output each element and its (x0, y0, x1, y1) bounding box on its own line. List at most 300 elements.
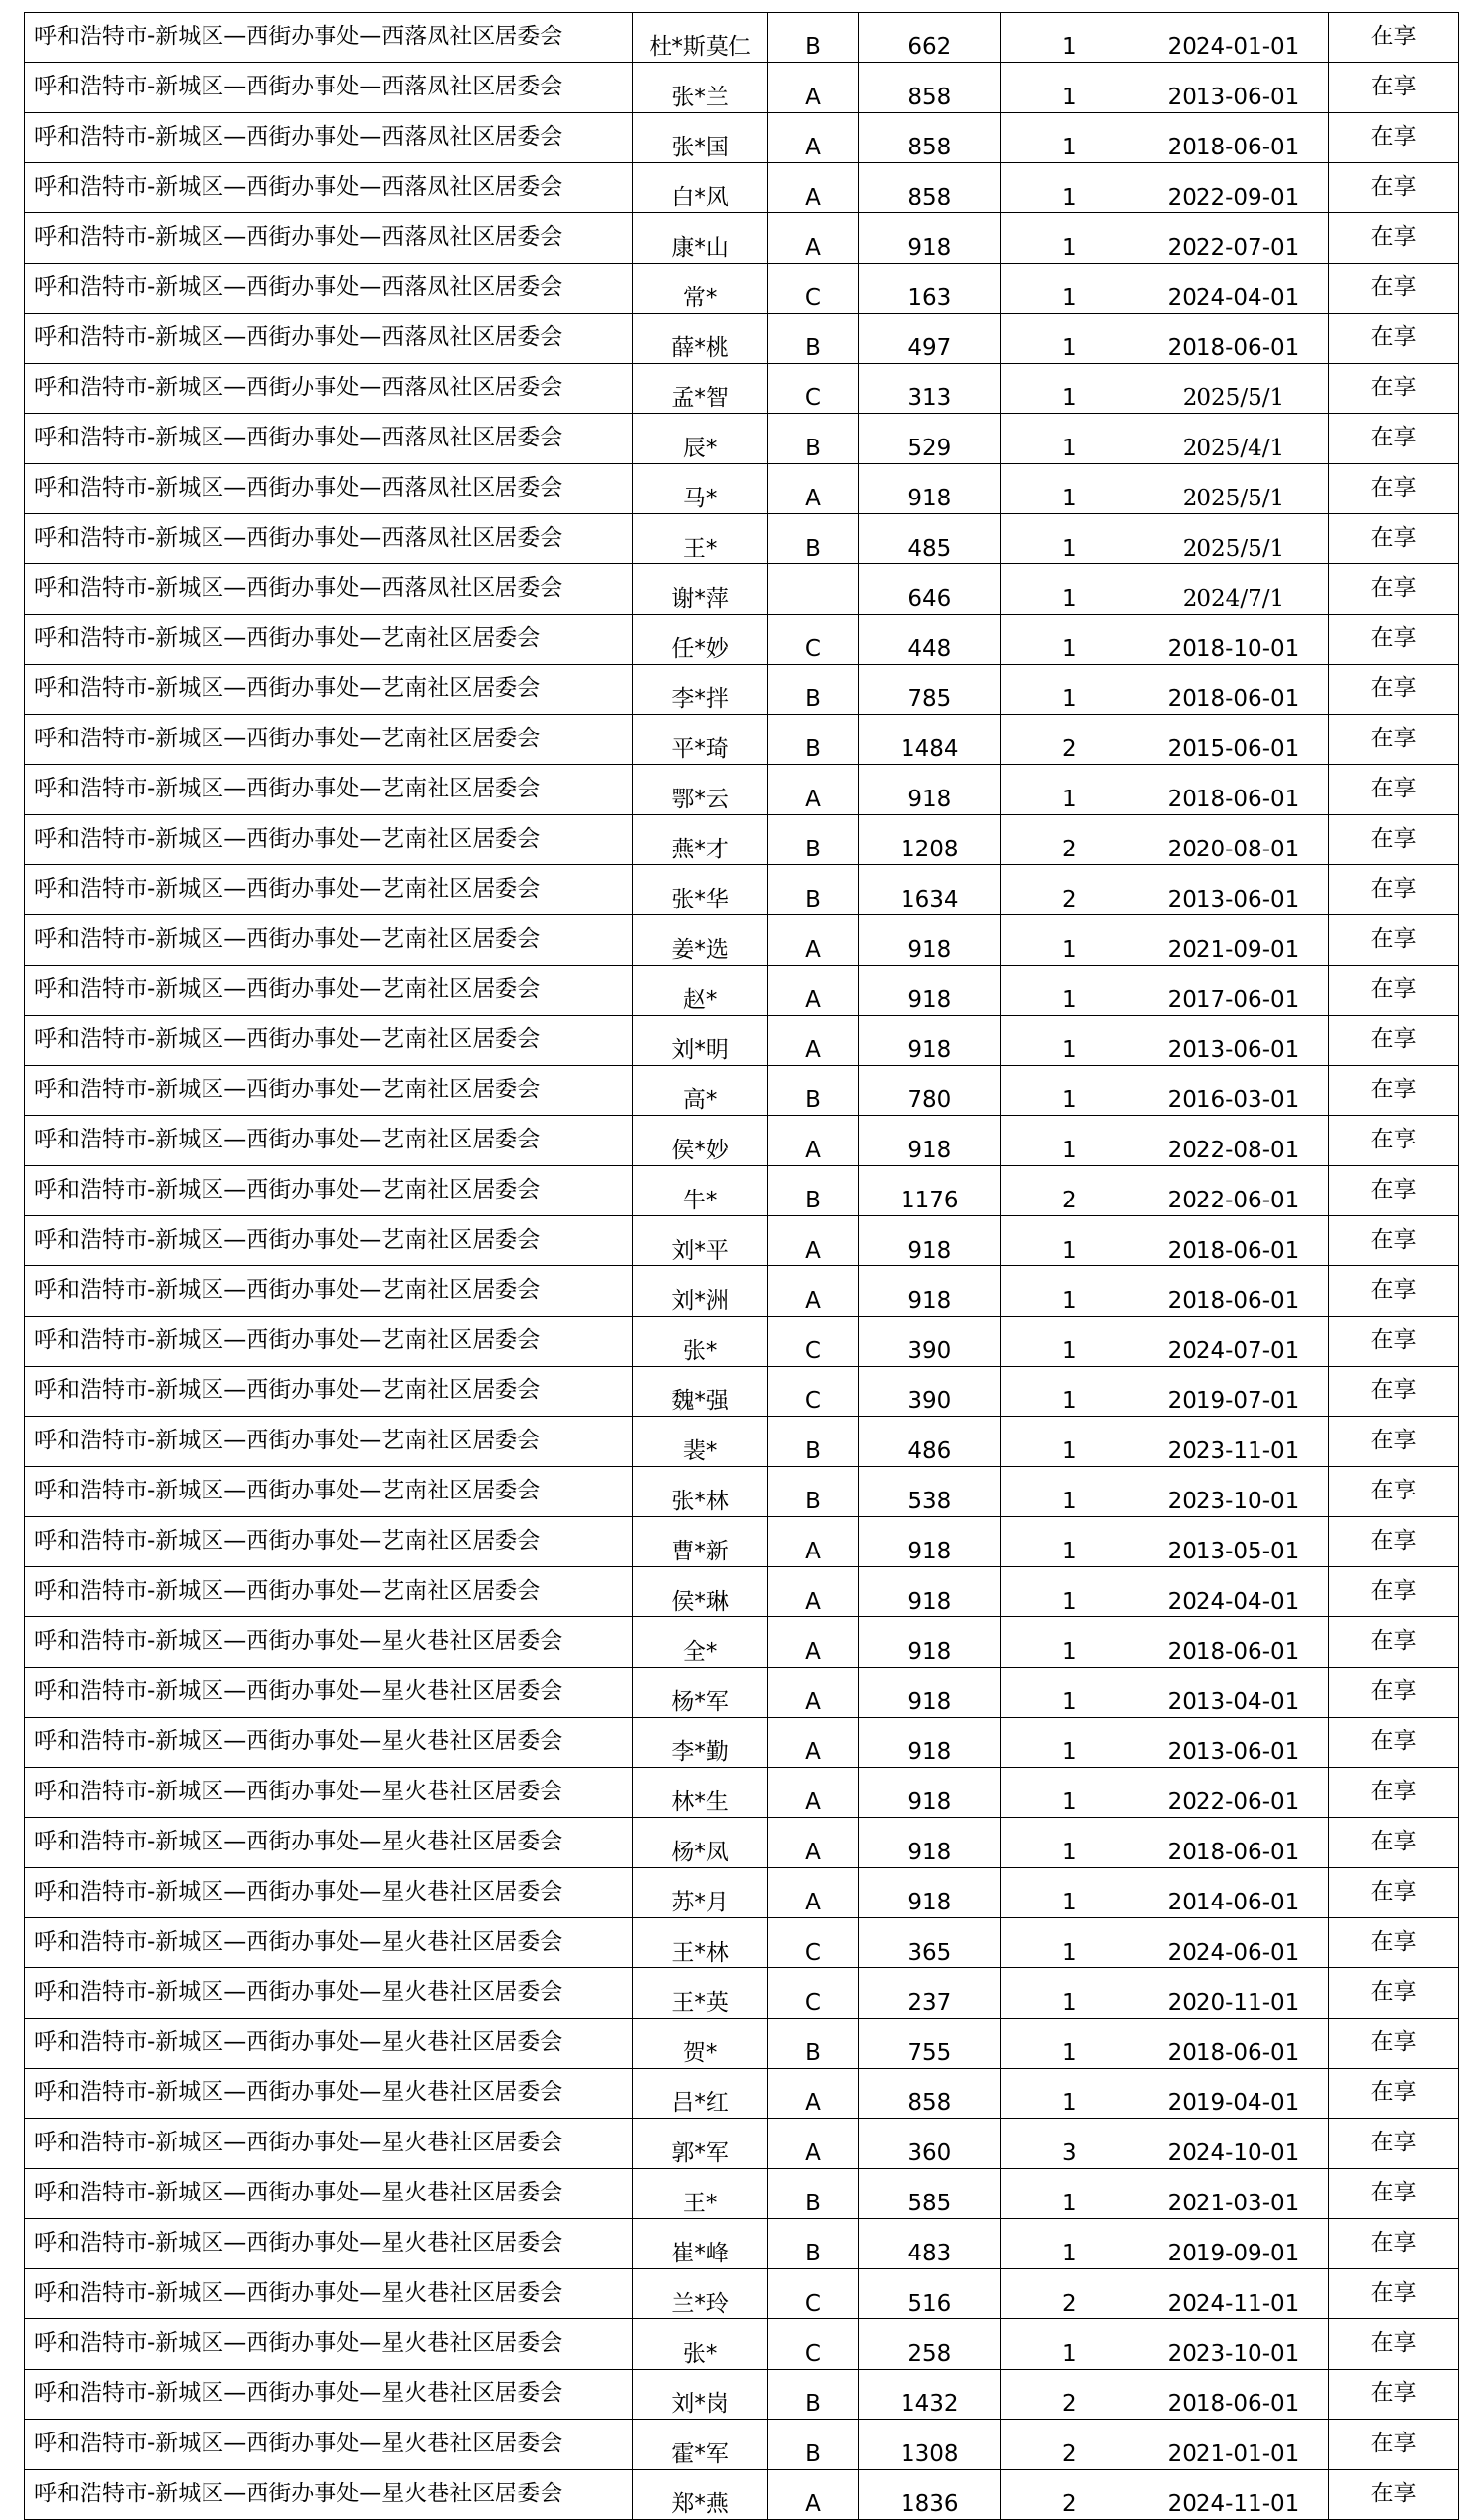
start-date-cell: 2024-11-01 (1138, 2269, 1328, 2319)
name-cell: 侯*琳 (633, 1567, 768, 1617)
start-date-cell: 2014-06-01 (1138, 1868, 1328, 1918)
location-cell: 呼和浩特市-新城区—西街办事处—星火巷社区居委会 (25, 2420, 633, 2470)
start-date-cell: 2025/5/1 (1138, 464, 1328, 514)
status-cell: 在享 (1329, 1567, 1459, 1617)
count-cell: 1 (1000, 1016, 1138, 1066)
name-cell: 兰*玲 (633, 2269, 768, 2319)
amount-cell: 1308 (858, 2420, 1000, 2470)
amount-cell: 516 (858, 2269, 1000, 2319)
status-cell: 在享 (1329, 815, 1459, 865)
count-cell: 2 (1000, 2370, 1138, 2420)
name-cell: 张*国 (633, 113, 768, 163)
location-cell: 呼和浩特市-新城区—西街办事处—星火巷社区居委会 (25, 2069, 633, 2119)
amount-cell: 1208 (858, 815, 1000, 865)
name-cell: 张*华 (633, 865, 768, 915)
amount-cell: 918 (858, 1718, 1000, 1768)
start-date-cell: 2013-06-01 (1138, 1016, 1328, 1066)
table-row (25, 1567, 1459, 1617)
location-cell: 呼和浩特市-新城区—西街办事处—艺南社区居委会 (25, 765, 633, 815)
status-cell: 在享 (1329, 464, 1459, 514)
amount-cell: 163 (858, 264, 1000, 314)
table-row (25, 966, 1459, 1016)
location-cell: 呼和浩特市-新城区—西街办事处—西落凤社区居委会 (25, 264, 633, 314)
name-cell: 孟*智 (633, 364, 768, 414)
location-cell: 呼和浩特市-新城区—西街办事处—艺南社区居委会 (25, 1116, 633, 1166)
count-cell: 1 (1000, 966, 1138, 1016)
status-cell: 在享 (1329, 314, 1459, 364)
table-row (25, 1266, 1459, 1317)
table-row (25, 264, 1459, 314)
name-cell: 薛*桃 (633, 314, 768, 364)
table-row (25, 163, 1459, 213)
start-date-cell: 2021-09-01 (1138, 915, 1328, 966)
start-date-cell: 2017-06-01 (1138, 966, 1328, 1016)
amount-cell: 918 (858, 213, 1000, 264)
level-cell (768, 564, 859, 615)
amount-cell: 918 (858, 1768, 1000, 1818)
level-cell: B (768, 2019, 859, 2069)
status-cell: 在享 (1329, 765, 1459, 815)
name-cell: 李*勤 (633, 1718, 768, 1768)
amount-cell: 390 (858, 1367, 1000, 1417)
location-cell: 呼和浩特市-新城区—西街办事处—星火巷社区居委会 (25, 1918, 633, 1968)
table-row (25, 1116, 1459, 1166)
count-cell: 1 (1000, 1968, 1138, 2019)
start-date-cell: 2020-11-01 (1138, 1968, 1328, 2019)
status-cell: 在享 (1329, 1367, 1459, 1417)
level-cell: B (768, 2370, 859, 2420)
start-date-cell: 2022-08-01 (1138, 1116, 1328, 1166)
table-row (25, 2370, 1459, 2420)
table-row (25, 414, 1459, 464)
count-cell: 1 (1000, 2219, 1138, 2269)
name-cell: 杜*斯莫仁 (633, 13, 768, 63)
location-cell: 呼和浩特市-新城区—西街办事处—星火巷社区居委会 (25, 2269, 633, 2319)
level-cell: C (768, 364, 859, 414)
name-cell: 燕*才 (633, 815, 768, 865)
status-cell: 在享 (1329, 1467, 1459, 1517)
start-date-cell: 2024-04-01 (1138, 264, 1328, 314)
table-row (25, 2319, 1459, 2370)
level-cell: A (768, 2119, 859, 2169)
table-row (25, 113, 1459, 163)
start-date-cell: 2023-10-01 (1138, 2319, 1328, 2370)
amount-cell: 529 (858, 414, 1000, 464)
amount-cell: 1176 (858, 1166, 1000, 1216)
level-cell: A (768, 63, 859, 113)
status-cell: 在享 (1329, 1116, 1459, 1166)
start-date-cell: 2018-06-01 (1138, 113, 1328, 163)
start-date-cell: 2023-11-01 (1138, 1417, 1328, 1467)
table-row (25, 2470, 1459, 2520)
status-cell: 在享 (1329, 63, 1459, 113)
table-row (25, 1066, 1459, 1116)
level-cell: A (768, 1216, 859, 1266)
count-cell: 1 (1000, 63, 1138, 113)
level-cell: B (768, 414, 859, 464)
count-cell: 2 (1000, 2420, 1138, 2470)
count-cell: 1 (1000, 1116, 1138, 1166)
amount-cell: 918 (858, 1567, 1000, 1617)
count-cell: 1 (1000, 1617, 1138, 1668)
count-cell: 1 (1000, 1417, 1138, 1467)
name-cell: 高* (633, 1066, 768, 1116)
level-cell: C (768, 1918, 859, 1968)
start-date-cell: 2024-07-01 (1138, 1317, 1328, 1367)
name-cell: 王* (633, 514, 768, 564)
start-date-cell: 2013-06-01 (1138, 1718, 1328, 1768)
table-row (25, 1517, 1459, 1567)
status-cell: 在享 (1329, 1918, 1459, 1968)
status-cell: 在享 (1329, 13, 1459, 63)
name-cell: 辰* (633, 414, 768, 464)
amount-cell: 313 (858, 364, 1000, 414)
location-cell: 呼和浩特市-新城区—西街办事处—艺南社区居委会 (25, 1216, 633, 1266)
amount-cell: 858 (858, 2069, 1000, 2119)
amount-cell: 483 (858, 2219, 1000, 2269)
level-cell: A (768, 1818, 859, 1868)
status-cell: 在享 (1329, 1016, 1459, 1066)
name-cell: 张* (633, 2319, 768, 2370)
start-date-cell: 2025/5/1 (1138, 514, 1328, 564)
level-cell: A (768, 1517, 859, 1567)
amount-cell: 360 (858, 2119, 1000, 2169)
location-cell: 呼和浩特市-新城区—西街办事处—西落凤社区居委会 (25, 63, 633, 113)
level-cell: A (768, 1116, 859, 1166)
amount-cell: 858 (858, 113, 1000, 163)
count-cell: 1 (1000, 1718, 1138, 1768)
start-date-cell: 2018-10-01 (1138, 615, 1328, 665)
location-cell: 呼和浩特市-新城区—西街办事处—星火巷社区居委会 (25, 2319, 633, 2370)
start-date-cell: 2024-10-01 (1138, 2119, 1328, 2169)
table-row (25, 314, 1459, 364)
level-cell: A (768, 163, 859, 213)
status-cell: 在享 (1329, 564, 1459, 615)
status-cell: 在享 (1329, 1317, 1459, 1367)
start-date-cell: 2024-04-01 (1138, 1567, 1328, 1617)
assistance-roster-table (24, 12, 1459, 2520)
start-date-cell: 2015-06-01 (1138, 715, 1328, 765)
name-cell: 赵* (633, 966, 768, 1016)
status-cell: 在享 (1329, 1066, 1459, 1116)
start-date-cell: 2025/5/1 (1138, 364, 1328, 414)
status-cell: 在享 (1329, 2069, 1459, 2119)
amount-cell: 918 (858, 765, 1000, 815)
count-cell: 1 (1000, 615, 1138, 665)
level-cell: A (768, 113, 859, 163)
start-date-cell: 2021-03-01 (1138, 2169, 1328, 2219)
count-cell: 1 (1000, 665, 1138, 715)
location-cell: 呼和浩特市-新城区—西街办事处—西落凤社区居委会 (25, 514, 633, 564)
name-cell: 白*风 (633, 163, 768, 213)
count-cell: 1 (1000, 1517, 1138, 1567)
location-cell: 呼和浩特市-新城区—西街办事处—艺南社区居委会 (25, 1517, 633, 1567)
name-cell: 刘*岗 (633, 2370, 768, 2420)
status-cell: 在享 (1329, 2169, 1459, 2219)
location-cell: 呼和浩特市-新城区—西街办事处—星火巷社区居委会 (25, 2169, 633, 2219)
location-cell: 呼和浩特市-新城区—西街办事处—艺南社区居委会 (25, 1166, 633, 1216)
name-cell: 刘*明 (633, 1016, 768, 1066)
count-cell: 2 (1000, 1166, 1138, 1216)
table-row (25, 1166, 1459, 1216)
count-cell: 1 (1000, 364, 1138, 414)
amount-cell: 497 (858, 314, 1000, 364)
level-cell: A (768, 1617, 859, 1668)
location-cell: 呼和浩特市-新城区—西街办事处—西落凤社区居委会 (25, 13, 633, 63)
status-cell: 在享 (1329, 615, 1459, 665)
level-cell: A (768, 1668, 859, 1718)
status-cell: 在享 (1329, 665, 1459, 715)
location-cell: 呼和浩特市-新城区—西街办事处—星火巷社区居委会 (25, 1617, 633, 1668)
amount-cell: 918 (858, 1617, 1000, 1668)
count-cell: 1 (1000, 915, 1138, 966)
amount-cell: 1634 (858, 865, 1000, 915)
status-cell: 在享 (1329, 1768, 1459, 1818)
count-cell: 1 (1000, 2319, 1138, 2370)
start-date-cell: 2022-07-01 (1138, 213, 1328, 264)
name-cell: 郑*燕 (633, 2470, 768, 2520)
name-cell: 王*林 (633, 1918, 768, 1968)
table-row (25, 1968, 1459, 2019)
count-cell: 1 (1000, 765, 1138, 815)
name-cell: 全* (633, 1617, 768, 1668)
location-cell: 呼和浩特市-新城区—西街办事处—艺南社区居委会 (25, 1367, 633, 1417)
table-row (25, 665, 1459, 715)
name-cell: 刘*洲 (633, 1266, 768, 1317)
count-cell: 1 (1000, 1066, 1138, 1116)
table-row (25, 2019, 1459, 2069)
status-cell: 在享 (1329, 1517, 1459, 1567)
start-date-cell: 2022-09-01 (1138, 163, 1328, 213)
start-date-cell: 2024-06-01 (1138, 1918, 1328, 1968)
table-body (25, 13, 1459, 2520)
status-cell: 在享 (1329, 264, 1459, 314)
name-cell: 刘*平 (633, 1216, 768, 1266)
name-cell: 裴* (633, 1417, 768, 1467)
status-cell: 在享 (1329, 2420, 1459, 2470)
amount-cell: 918 (858, 1868, 1000, 1918)
location-cell: 呼和浩特市-新城区—西街办事处—艺南社区居委会 (25, 1016, 633, 1066)
status-cell: 在享 (1329, 1417, 1459, 1467)
amount-cell: 485 (858, 514, 1000, 564)
level-cell: A (768, 2069, 859, 2119)
start-date-cell: 2021-01-01 (1138, 2420, 1328, 2470)
location-cell: 呼和浩特市-新城区—西街办事处—西落凤社区居委会 (25, 464, 633, 514)
start-date-cell: 2023-10-01 (1138, 1467, 1328, 1517)
table-row (25, 364, 1459, 414)
start-date-cell: 2025/4/1 (1138, 414, 1328, 464)
amount-cell: 448 (858, 615, 1000, 665)
start-date-cell: 2016-03-01 (1138, 1066, 1328, 1116)
status-cell: 在享 (1329, 2219, 1459, 2269)
status-cell: 在享 (1329, 1668, 1459, 1718)
name-cell: 崔*峰 (633, 2219, 768, 2269)
table-row (25, 1367, 1459, 1417)
location-cell: 呼和浩特市-新城区—西街办事处—星火巷社区居委会 (25, 1818, 633, 1868)
count-cell: 2 (1000, 2269, 1138, 2319)
name-cell: 姜*选 (633, 915, 768, 966)
amount-cell: 918 (858, 1668, 1000, 1718)
count-cell: 1 (1000, 1768, 1138, 1818)
level-cell: A (768, 915, 859, 966)
location-cell: 呼和浩特市-新城区—西街办事处—艺南社区居委会 (25, 1417, 633, 1467)
location-cell: 呼和浩特市-新城区—西街办事处—星火巷社区居委会 (25, 1718, 633, 1768)
count-cell: 1 (1000, 314, 1138, 364)
table-row (25, 213, 1459, 264)
table-row (25, 1216, 1459, 1266)
location-cell: 呼和浩特市-新城区—西街办事处—艺南社区居委会 (25, 1317, 633, 1367)
table-row (25, 815, 1459, 865)
count-cell: 1 (1000, 1216, 1138, 1266)
status-cell: 在享 (1329, 1266, 1459, 1317)
amount-cell: 918 (858, 1517, 1000, 1567)
location-cell: 呼和浩特市-新城区—西街办事处—星火巷社区居委会 (25, 2370, 633, 2420)
count-cell: 3 (1000, 2119, 1138, 2169)
start-date-cell: 2024-11-01 (1138, 2470, 1328, 2520)
name-cell: 侯*妙 (633, 1116, 768, 1166)
amount-cell: 258 (858, 2319, 1000, 2370)
table-row (25, 765, 1459, 815)
level-cell: A (768, 464, 859, 514)
level-cell: A (768, 1718, 859, 1768)
location-cell: 呼和浩特市-新城区—西街办事处—艺南社区居委会 (25, 1467, 633, 1517)
table-row (25, 2219, 1459, 2269)
level-cell: A (768, 966, 859, 1016)
name-cell: 魏*强 (633, 1367, 768, 1417)
count-cell: 1 (1000, 1467, 1138, 1517)
table-row (25, 1918, 1459, 1968)
amount-cell: 858 (858, 63, 1000, 113)
status-cell: 在享 (1329, 514, 1459, 564)
table-row (25, 63, 1459, 113)
name-cell: 林*生 (633, 1768, 768, 1818)
count-cell: 1 (1000, 163, 1138, 213)
level-cell: B (768, 1166, 859, 1216)
location-cell: 呼和浩特市-新城区—西街办事处—星火巷社区居委会 (25, 1768, 633, 1818)
count-cell: 1 (1000, 2019, 1138, 2069)
status-cell: 在享 (1329, 2319, 1459, 2370)
name-cell: 杨*凤 (633, 1818, 768, 1868)
location-cell: 呼和浩特市-新城区—西街办事处—星火巷社区居委会 (25, 2219, 633, 2269)
amount-cell: 1836 (858, 2470, 1000, 2520)
count-cell: 1 (1000, 213, 1138, 264)
status-cell: 在享 (1329, 2269, 1459, 2319)
count-cell: 1 (1000, 1868, 1138, 1918)
start-date-cell: 2019-09-01 (1138, 2219, 1328, 2269)
start-date-cell: 2018-06-01 (1138, 1818, 1328, 1868)
status-cell: 在享 (1329, 113, 1459, 163)
name-cell: 王* (633, 2169, 768, 2219)
table-row (25, 1467, 1459, 1517)
amount-cell: 858 (858, 163, 1000, 213)
level-cell: A (768, 2470, 859, 2520)
start-date-cell: 2013-06-01 (1138, 63, 1328, 113)
status-cell: 在享 (1329, 915, 1459, 966)
table-row (25, 915, 1459, 966)
status-cell: 在享 (1329, 1718, 1459, 1768)
location-cell: 呼和浩特市-新城区—西街办事处—西落凤社区居委会 (25, 113, 633, 163)
level-cell: B (768, 2420, 859, 2470)
table-row (25, 464, 1459, 514)
amount-cell: 486 (858, 1417, 1000, 1467)
name-cell: 马* (633, 464, 768, 514)
status-cell: 在享 (1329, 2470, 1459, 2520)
start-date-cell: 2018-06-01 (1138, 1266, 1328, 1317)
start-date-cell: 2019-07-01 (1138, 1367, 1328, 1417)
level-cell: C (768, 2269, 859, 2319)
status-cell: 在享 (1329, 1968, 1459, 2019)
amount-cell: 918 (858, 1016, 1000, 1066)
start-date-cell: 2018-06-01 (1138, 314, 1328, 364)
location-cell: 呼和浩特市-新城区—西街办事处—西落凤社区居委会 (25, 163, 633, 213)
level-cell: A (768, 1266, 859, 1317)
level-cell: A (768, 1868, 859, 1918)
amount-cell: 755 (858, 2019, 1000, 2069)
table-row (25, 13, 1459, 63)
location-cell: 呼和浩特市-新城区—西街办事处—艺南社区居委会 (25, 665, 633, 715)
level-cell: A (768, 1016, 859, 1066)
amount-cell: 662 (858, 13, 1000, 63)
name-cell: 牛* (633, 1166, 768, 1216)
table-row (25, 1718, 1459, 1768)
start-date-cell: 2013-04-01 (1138, 1668, 1328, 1718)
location-cell: 呼和浩特市-新城区—西街办事处—西落凤社区居委会 (25, 314, 633, 364)
level-cell: B (768, 815, 859, 865)
amount-cell: 785 (858, 665, 1000, 715)
name-cell: 李*拌 (633, 665, 768, 715)
count-cell: 2 (1000, 815, 1138, 865)
amount-cell: 646 (858, 564, 1000, 615)
amount-cell: 585 (858, 2169, 1000, 2219)
status-cell: 在享 (1329, 2119, 1459, 2169)
table-row (25, 1317, 1459, 1367)
level-cell: B (768, 1066, 859, 1116)
count-cell: 1 (1000, 113, 1138, 163)
name-cell: 张*兰 (633, 63, 768, 113)
start-date-cell: 2013-06-01 (1138, 865, 1328, 915)
count-cell: 1 (1000, 1668, 1138, 1718)
name-cell: 平*琦 (633, 715, 768, 765)
level-cell: C (768, 1367, 859, 1417)
count-cell: 1 (1000, 414, 1138, 464)
location-cell: 呼和浩特市-新城区—西街办事处—艺南社区居委会 (25, 1567, 633, 1617)
table-row (25, 715, 1459, 765)
count-cell: 2 (1000, 865, 1138, 915)
table-row (25, 2069, 1459, 2119)
location-cell: 呼和浩特市-新城区—西街办事处—西落凤社区居委会 (25, 564, 633, 615)
level-cell: B (768, 865, 859, 915)
count-cell: 1 (1000, 1567, 1138, 1617)
location-cell: 呼和浩特市-新城区—西街办事处—艺南社区居委会 (25, 815, 633, 865)
location-cell: 呼和浩特市-新城区—西街办事处—星火巷社区居委会 (25, 2019, 633, 2069)
location-cell: 呼和浩特市-新城区—西街办事处—艺南社区居委会 (25, 865, 633, 915)
name-cell: 张*林 (633, 1467, 768, 1517)
start-date-cell: 2013-05-01 (1138, 1517, 1328, 1567)
level-cell: B (768, 1417, 859, 1467)
table-row (25, 2269, 1459, 2319)
name-cell: 霍*军 (633, 2420, 768, 2470)
table-row (25, 1768, 1459, 1818)
location-cell: 呼和浩特市-新城区—西街办事处—星火巷社区居委会 (25, 1968, 633, 2019)
level-cell: B (768, 514, 859, 564)
table-row (25, 2420, 1459, 2470)
amount-cell: 918 (858, 1216, 1000, 1266)
count-cell: 1 (1000, 1818, 1138, 1868)
location-cell: 呼和浩特市-新城区—西街办事处—艺南社区居委会 (25, 1266, 633, 1317)
amount-cell: 780 (858, 1066, 1000, 1116)
location-cell: 呼和浩特市-新城区—西街办事处—艺南社区居委会 (25, 1066, 633, 1116)
location-cell: 呼和浩特市-新城区—西街办事处—星火巷社区居委会 (25, 1668, 633, 1718)
